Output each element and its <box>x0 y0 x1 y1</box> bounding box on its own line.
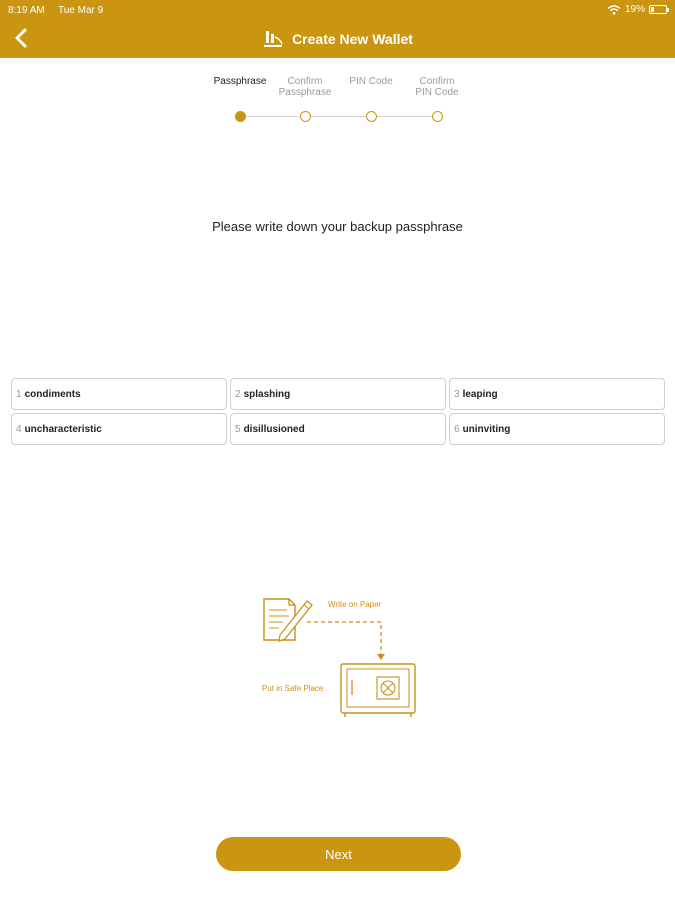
step-label-line: Passphrase <box>213 76 267 87</box>
step-passphrase <box>205 76 275 87</box>
word-text: uninviting <box>462 423 511 435</box>
status-date: Tue Mar 9 <box>58 5 104 16</box>
step-label-line: PIN Code <box>415 87 459 98</box>
word-text: disillusioned <box>243 423 305 435</box>
step-label-line: PIN Code <box>349 76 393 87</box>
passphrase-word <box>11 413 227 445</box>
battery-fill <box>651 7 654 12</box>
safe-icon <box>341 664 415 717</box>
word-text: condiments <box>24 388 81 400</box>
word-text: splashing <box>243 388 291 400</box>
word-text: uncharacteristic <box>24 423 102 435</box>
status-bar <box>0 0 675 20</box>
status-indicators <box>607 4 667 15</box>
passphrase-word <box>230 378 446 410</box>
word-number: 2 <box>235 388 241 400</box>
step-label-line: Passphrase <box>278 87 332 98</box>
arrow-head-icon <box>377 654 385 660</box>
battery-icon <box>649 5 667 14</box>
step-indicator <box>300 111 311 122</box>
passphrase-word-grid <box>11 378 666 445</box>
put-in-safe-label: Put in Safe Place <box>262 684 324 693</box>
next-button[interactable]: Next <box>216 837 461 871</box>
wifi-icon <box>607 5 621 15</box>
backup-illustration <box>255 590 425 720</box>
page-title: Create New Wallet <box>292 31 413 47</box>
step-label-line: Confirm <box>419 76 455 87</box>
word-number: 1 <box>16 388 22 400</box>
stepper-connector-line <box>240 116 438 117</box>
status-time: 8:19 AM <box>8 5 45 16</box>
paper-to-safe-graphic <box>255 590 425 720</box>
step-indicator <box>235 111 246 122</box>
word-number: 3 <box>454 388 460 400</box>
passphrase-word <box>230 413 446 445</box>
step-indicator <box>432 111 443 122</box>
title-bar <box>0 28 675 50</box>
step-indicator <box>366 111 377 122</box>
word-number: 4 <box>16 423 22 435</box>
step-confirm-pin-code <box>402 76 472 98</box>
step-label-line: Confirm <box>287 76 323 87</box>
step-confirm-passphrase <box>270 76 340 98</box>
word-text: leaping <box>462 388 498 400</box>
instruction-text: Please write down your backup passphrase <box>212 219 463 234</box>
battery-percent: 19% <box>624 4 645 15</box>
word-number: 5 <box>235 423 241 435</box>
write-on-paper-label: Write on Paper <box>328 600 382 609</box>
step-pin-code <box>336 76 406 87</box>
word-number: 6 <box>454 423 460 435</box>
dashed-arrow <box>307 622 381 656</box>
paper-pen-icon <box>264 599 312 641</box>
passphrase-word <box>449 413 665 445</box>
wallet-logo-icon <box>262 29 284 49</box>
app-header <box>0 0 675 58</box>
passphrase-word <box>11 378 227 410</box>
passphrase-word <box>449 378 665 410</box>
